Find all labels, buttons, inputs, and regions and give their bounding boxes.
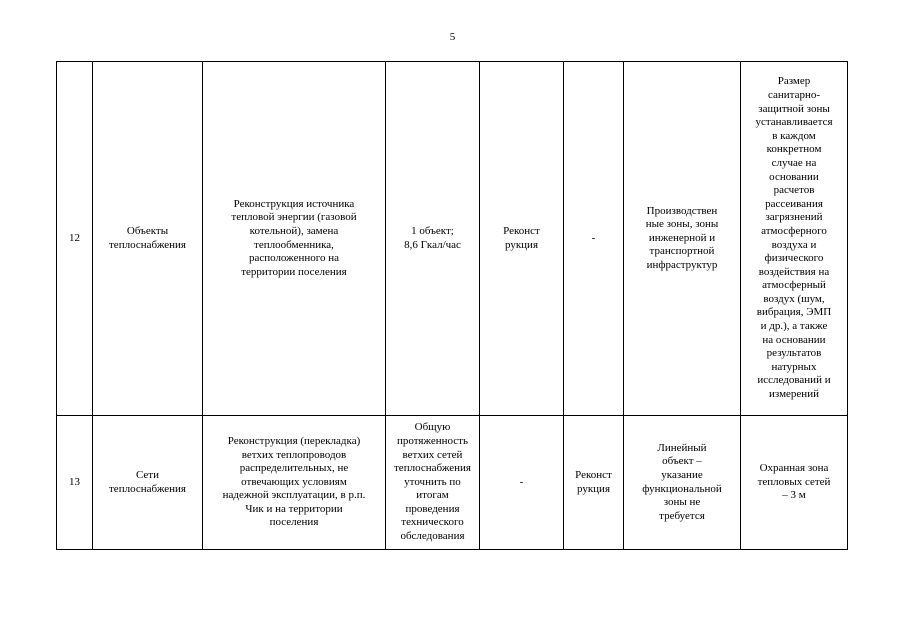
capacity-cell: 1 объект; 8,6 Гкал/час (386, 62, 480, 416)
objects-table (56, 61, 848, 550)
col6-cell: - (564, 62, 624, 416)
status-cell: Реконст рукция (480, 62, 564, 416)
page-number: 5 (449, 31, 456, 43)
protection-zone-cell: Размер санитарно- защитной зоны устанавливается в каждом конкретном случае на основании расчетов рассеивания загрязнений атмосферного воздуха и физического воздействия на атмосферный воздух (шум, вибрация, ЭМП и др.), а также на основании результатов натурных исследований и измерений (741, 62, 848, 416)
table-row (57, 62, 848, 416)
object-name-cell: Объекты теплоснабжения (93, 62, 203, 416)
col6-cell: Реконст рукция (564, 416, 624, 550)
capacity-cell: Общую протяженность ветхих сетей теплоснабжения уточнить по итогам проведения технического обследования (386, 416, 480, 550)
protection-zone-cell: Охранная зона тепловых сетей – 3 м (741, 416, 848, 550)
functional-zone-cell: Производствен ные зоны, зоны инженерной и транспортной инфраструктур (624, 62, 741, 416)
table-row (57, 416, 848, 550)
object-name-cell: Сети теплоснабжения (93, 416, 203, 550)
functional-zone-cell: Линейный объект – указание функциональной зоны не требуется (624, 416, 741, 550)
description-cell: Реконструкция (перекладка) ветхих теплопроводов распределительных, не отвечающих условиям надежной эксплуатации, в р.п. Чик и на территории поселения (203, 416, 386, 550)
row-number-cell: 12 (57, 62, 93, 416)
row-number-cell: 13 (57, 416, 93, 550)
status-cell: - (480, 416, 564, 550)
description-cell: Реконструкция источника тепловой энергии (газовой котельной), замена теплообменника, расположенного на территории поселения (203, 62, 386, 416)
